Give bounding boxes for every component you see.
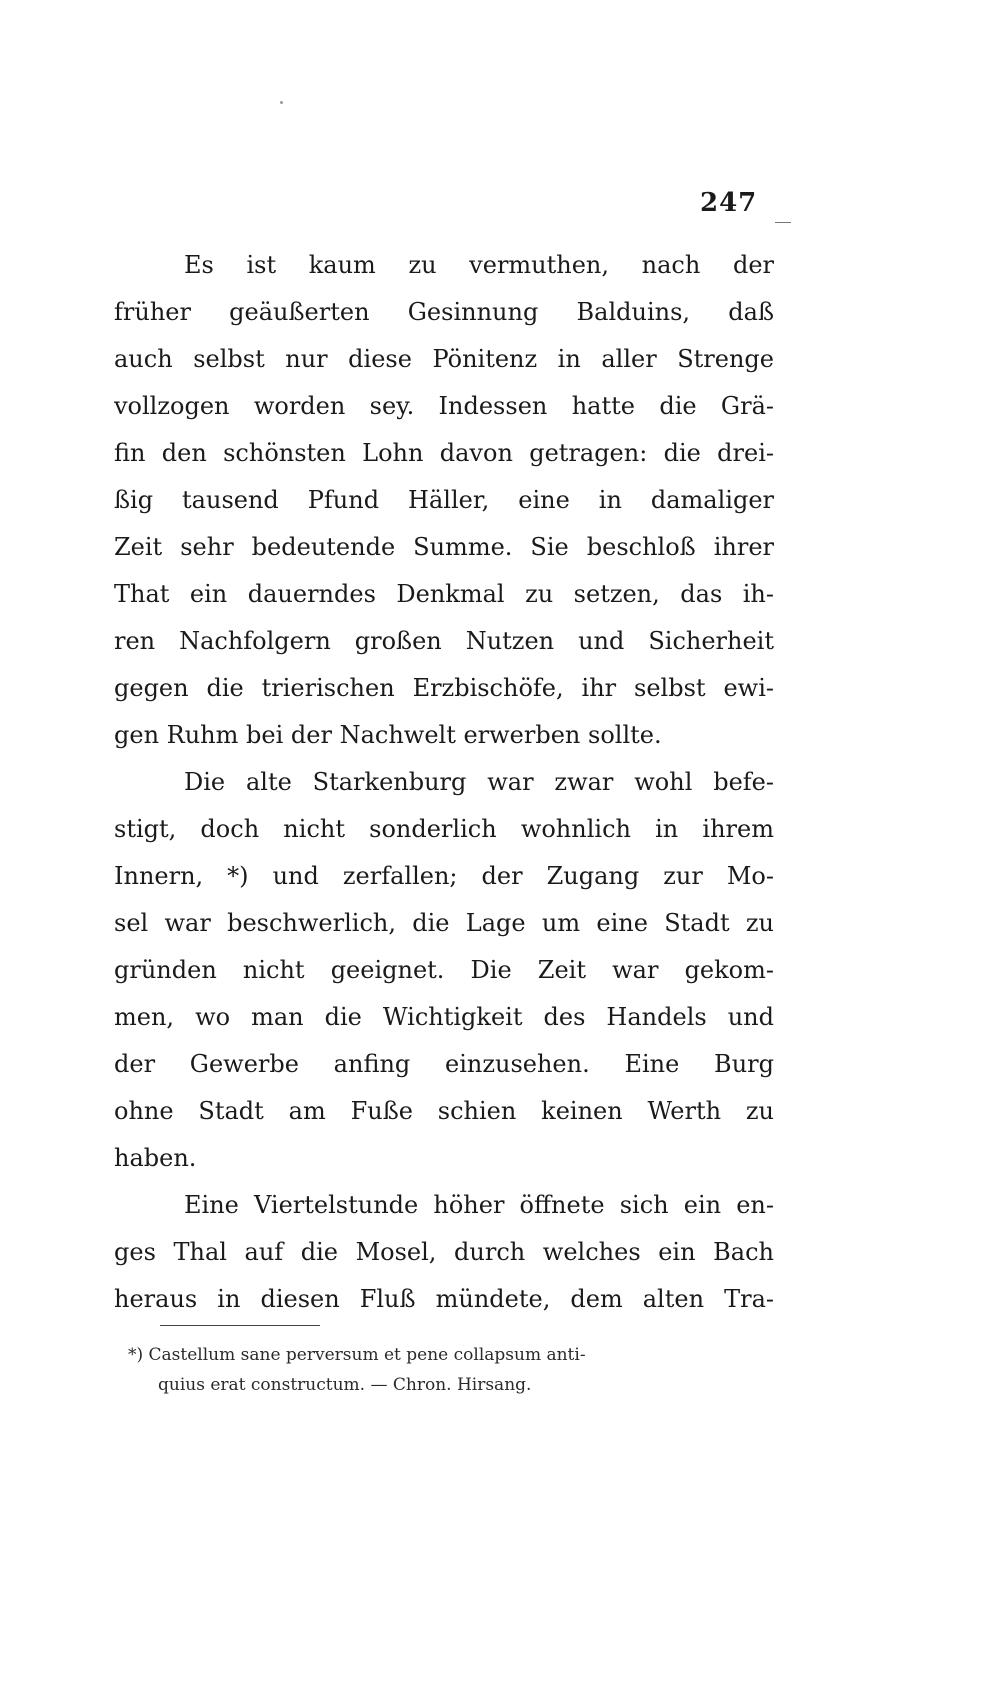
text-line: heraus in diesen Fluß mündete, dem alten Tra- (114, 1285, 774, 1313)
text-line: men, wo man die Wichtigkeit des Handels und (114, 1003, 774, 1031)
text-line: auch selbst nur diese Pönitenz in aller Strenge (114, 345, 774, 373)
footnote-line: quius erat constructum. — Chron. Hirsang. (158, 1375, 532, 1395)
page-number: 247 (700, 188, 758, 218)
text-line: früher geäußerten Gesinnung Balduins, daß (114, 298, 774, 326)
text-line: gen Ruhm bei der Nachwelt erwerben sollte. (114, 721, 662, 749)
text-line: ßig tausend Pfund Häller, eine in damaliger (114, 486, 774, 514)
text-line: vollzogen worden sey. Indessen hatte die Grä- (114, 392, 774, 420)
header-rule (775, 222, 791, 223)
text-line: sel war beschwerlich, die Lage um eine Stadt zu (114, 909, 774, 937)
text-line: Es ist kaum zu vermuthen, nach der (184, 251, 774, 279)
footnote-line: *) Castellum sane perversum et pene collapsum anti- (128, 1345, 586, 1365)
text-line: stigt, doch nicht sonderlich wohnlich in ihrem (114, 815, 774, 843)
text-line: haben. (114, 1144, 197, 1172)
text-line: Zeit sehr bedeutende Summe. Sie beschloß ihrer (114, 533, 774, 561)
text-line: ges Thal auf die Mosel, durch welches ein Bach (114, 1238, 774, 1266)
text-line: gründen nicht geeignet. Die Zeit war gekom- (114, 956, 774, 984)
text-line: der Gewerbe anfing einzusehen. Eine Burg (114, 1050, 774, 1078)
text-line: ren Nachfolgern großen Nutzen und Sicherheit (114, 627, 774, 655)
text-line: That ein dauerndes Denkmal zu setzen, das ih- (114, 580, 774, 608)
text-line: fin den schönsten Lohn davon getragen: die drei- (114, 439, 774, 467)
text-line: Die alte Starkenburg war zwar wohl befe- (184, 768, 774, 796)
text-line: gegen die trierischen Erzbischöfe, ihr selbst ewi- (114, 674, 774, 702)
footnote-rule (160, 1325, 320, 1326)
text-line: ohne Stadt am Fuße schien keinen Werth zu (114, 1097, 774, 1125)
paper-speck (280, 101, 283, 104)
body-text (114, 242, 774, 1323)
text-line: Innern, *) und zerfallen; der Zugang zur Mo- (114, 862, 774, 890)
text-line: Eine Viertelstunde höher öffnete sich ein en- (184, 1191, 774, 1219)
footnote (128, 1340, 768, 1400)
